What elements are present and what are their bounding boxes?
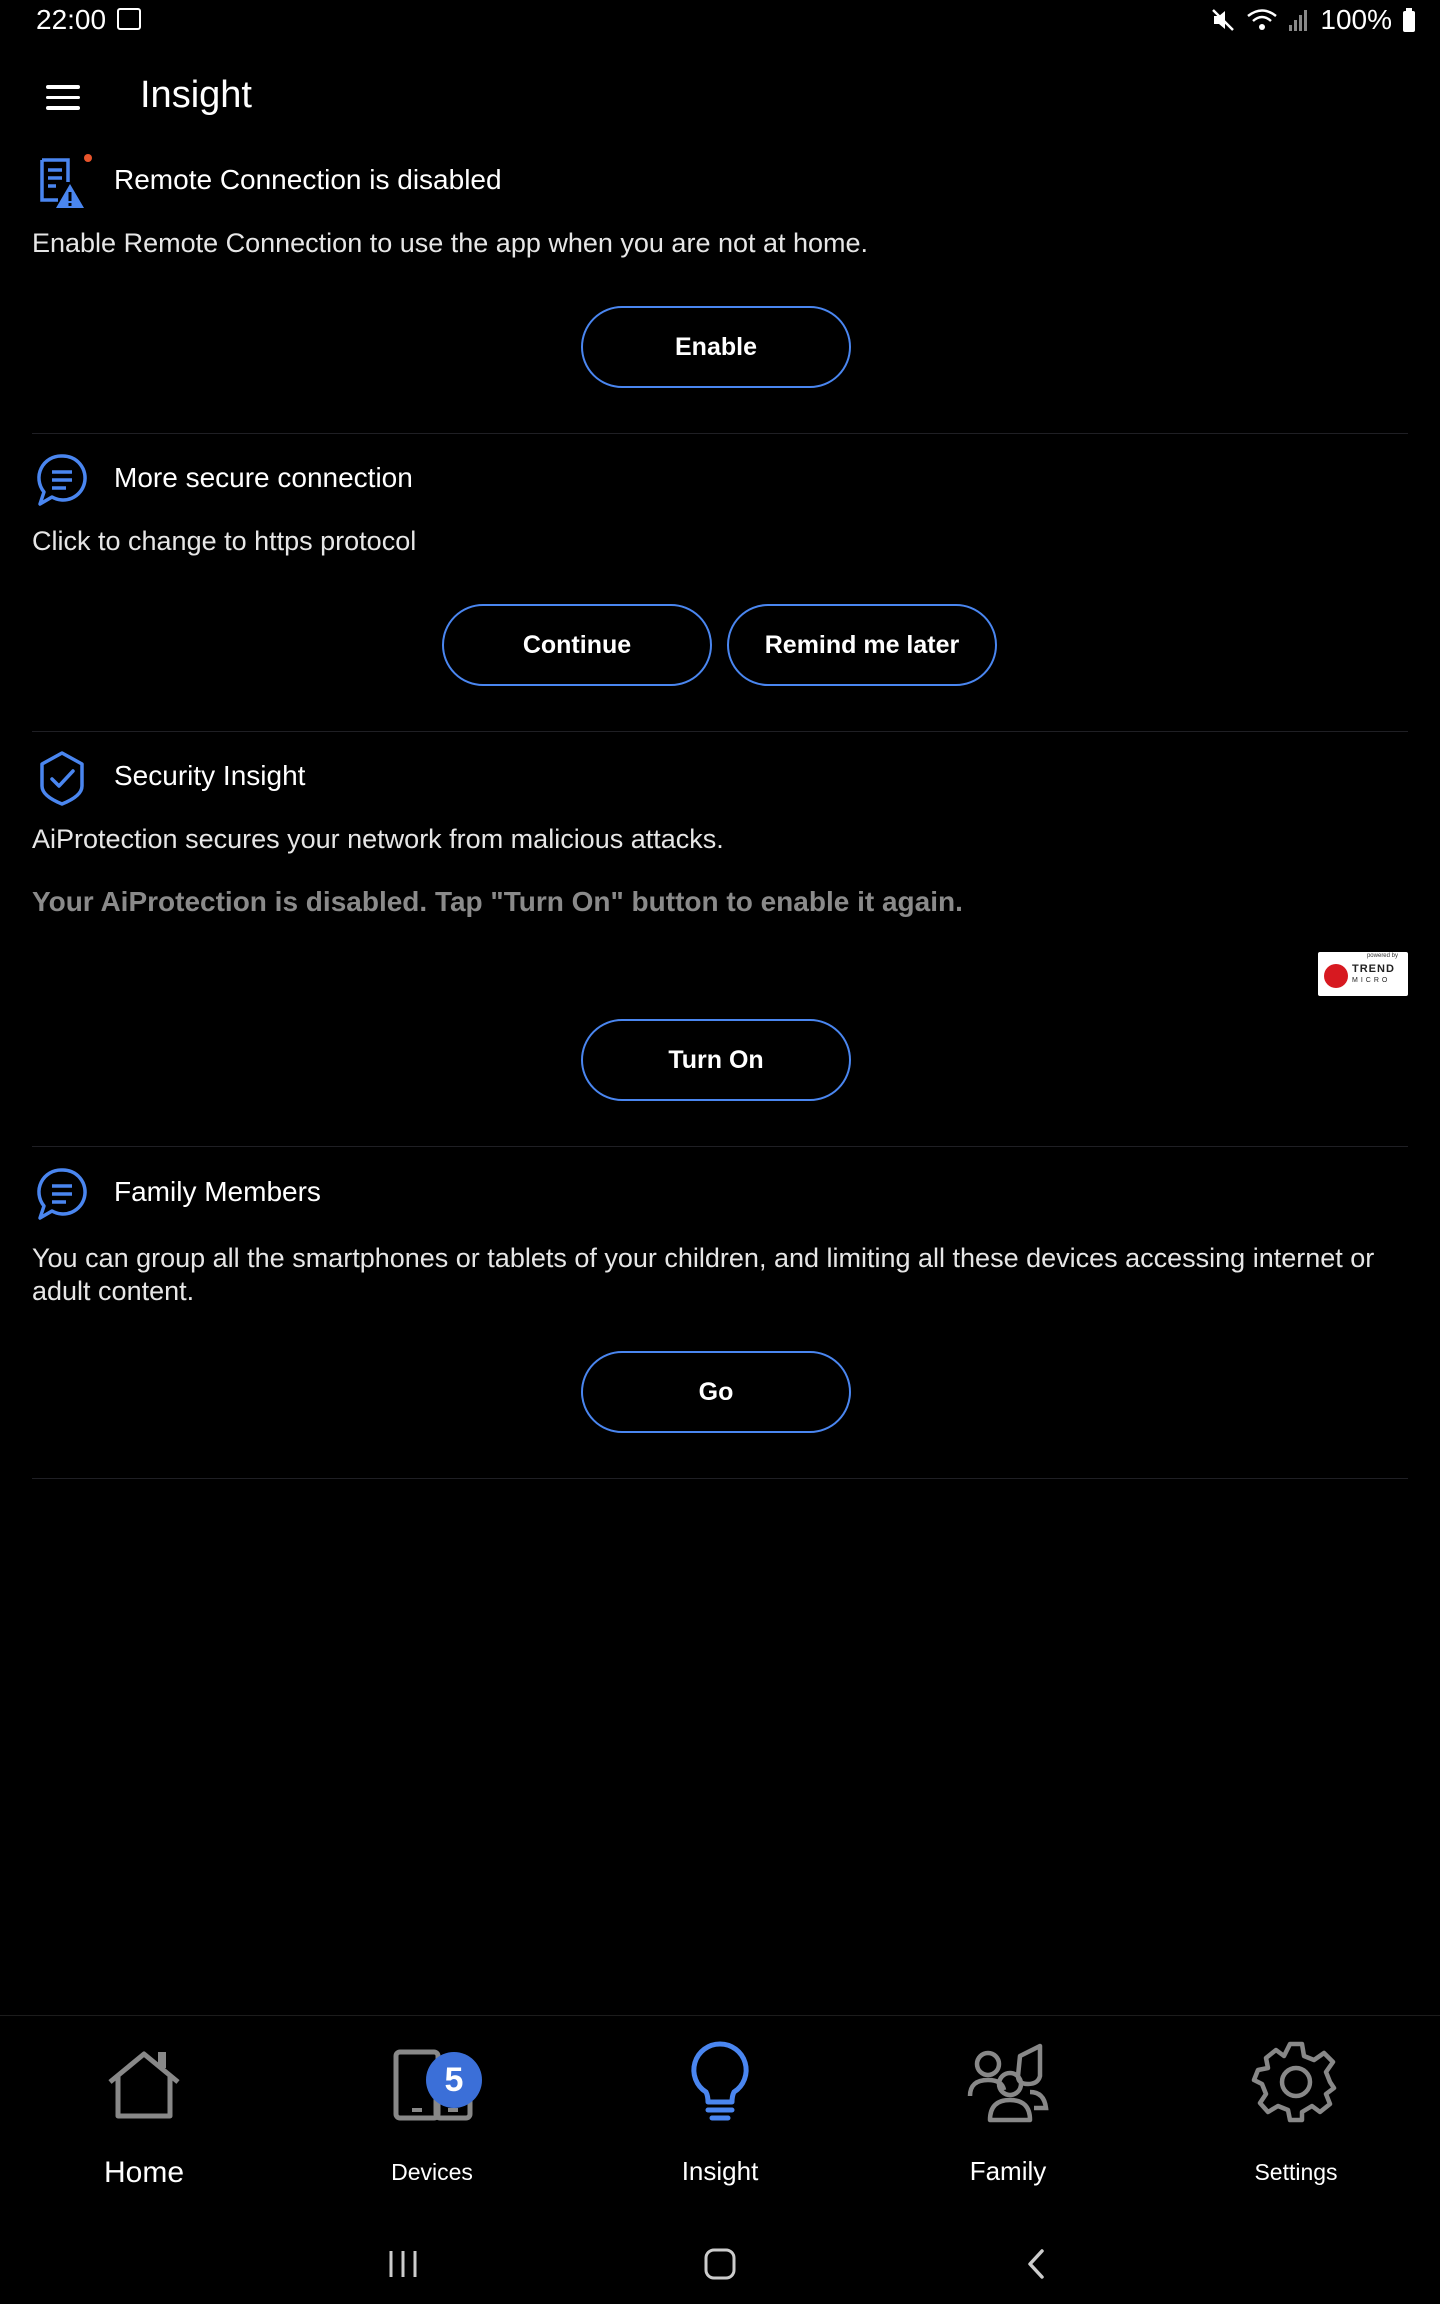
back-icon[interactable]: [1006, 2239, 1066, 2289]
mute-icon: [1210, 7, 1236, 33]
nav-item-home[interactable]: [0, 2016, 288, 2216]
battery-icon: [1402, 7, 1416, 33]
nav-label: Settings: [1254, 2159, 1338, 2185]
hamburger-menu-button[interactable]: [34, 78, 90, 122]
card-header: [32, 450, 1408, 510]
family-icon: [958, 2032, 1058, 2132]
wifi-icon: [1246, 7, 1278, 33]
system-navigation-bar: [0, 2225, 1440, 2304]
card-title: Security Insight: [114, 760, 306, 791]
card-header: [32, 1164, 1408, 1224]
card-description: You can group all the smartphones or tablets of your children, and limiting all these devices accessing internet or adult content.: [32, 1243, 1375, 1306]
lightbulb-icon: [670, 2032, 770, 2132]
bottom-navigation: [0, 2015, 1440, 2226]
aiprotection-status-note: Your AiProtection is disabled. Tap "Turn On" button to enable it again.: [32, 886, 963, 917]
continue-button[interactable]: Continue: [442, 604, 712, 686]
devices-count-badge: 5: [426, 2052, 482, 2108]
chat-bubble-icon: [32, 1164, 92, 1224]
card-title: More secure connection: [114, 462, 413, 493]
page-title: Insight: [140, 74, 252, 116]
home-system-icon[interactable]: [690, 2239, 750, 2289]
chat-bubble-icon: [32, 450, 92, 510]
logo-name-2: MICRO: [1352, 977, 1391, 984]
card-title: Remote Connection is disabled: [114, 164, 502, 195]
card-description: AiProtection secures your network from malicious attacks.: [32, 824, 724, 854]
logo-powered-by: powered by: [1366, 953, 1398, 959]
turn-on-button[interactable]: Turn On: [581, 1019, 851, 1101]
status-bar: [0, 0, 1440, 42]
nav-item-settings[interactable]: [1152, 2016, 1440, 2216]
trend-micro-logo: [1318, 952, 1408, 996]
nav-item-insight[interactable]: [576, 2016, 864, 2216]
signal-icon: [1288, 7, 1310, 33]
nav-item-devices[interactable]: [288, 2016, 576, 2216]
card-header: [32, 748, 1408, 808]
card-description: Enable Remote Connection to use the app when you are not at home.: [32, 228, 869, 258]
nav-item-family[interactable]: [864, 2016, 1152, 2216]
recent-apps-icon[interactable]: [373, 2239, 433, 2289]
card-header: [32, 152, 1408, 212]
status-time: 22:00: [36, 4, 107, 35]
gear-icon: [1246, 2032, 1346, 2132]
remind-me-later-button[interactable]: Remind me later: [727, 604, 997, 686]
battery-percent: 100%: [1320, 4, 1392, 35]
nav-label: Family: [969, 2156, 1047, 2186]
menu-line: [46, 96, 80, 100]
status-icons: [1210, 4, 1416, 36]
nav-label: Devices: [391, 2159, 473, 2185]
enable-button[interactable]: Enable: [581, 306, 851, 388]
app-header: [0, 60, 1440, 140]
nav-label: Home: [103, 2156, 185, 2189]
image-notification-icon: [117, 8, 141, 30]
insight-card-secure-connection: [32, 450, 1408, 732]
card-description: Click to change to https protocol: [32, 526, 417, 556]
menu-line: [46, 85, 80, 89]
insight-card-remote-connection: [32, 152, 1408, 434]
logo-name: TREND: [1352, 963, 1395, 975]
go-button[interactable]: Go: [581, 1351, 851, 1433]
insight-card-security: [32, 748, 1408, 1147]
shield-check-icon: [32, 748, 92, 808]
trend-micro-ball-icon: [1324, 964, 1348, 988]
document-warning-icon: [32, 152, 92, 212]
nav-label: Insight: [681, 2156, 759, 2186]
menu-line: [46, 106, 80, 110]
card-title: Family Members: [114, 1176, 321, 1207]
home-icon: [94, 2032, 194, 2132]
insight-card-family: [32, 1164, 1408, 1479]
